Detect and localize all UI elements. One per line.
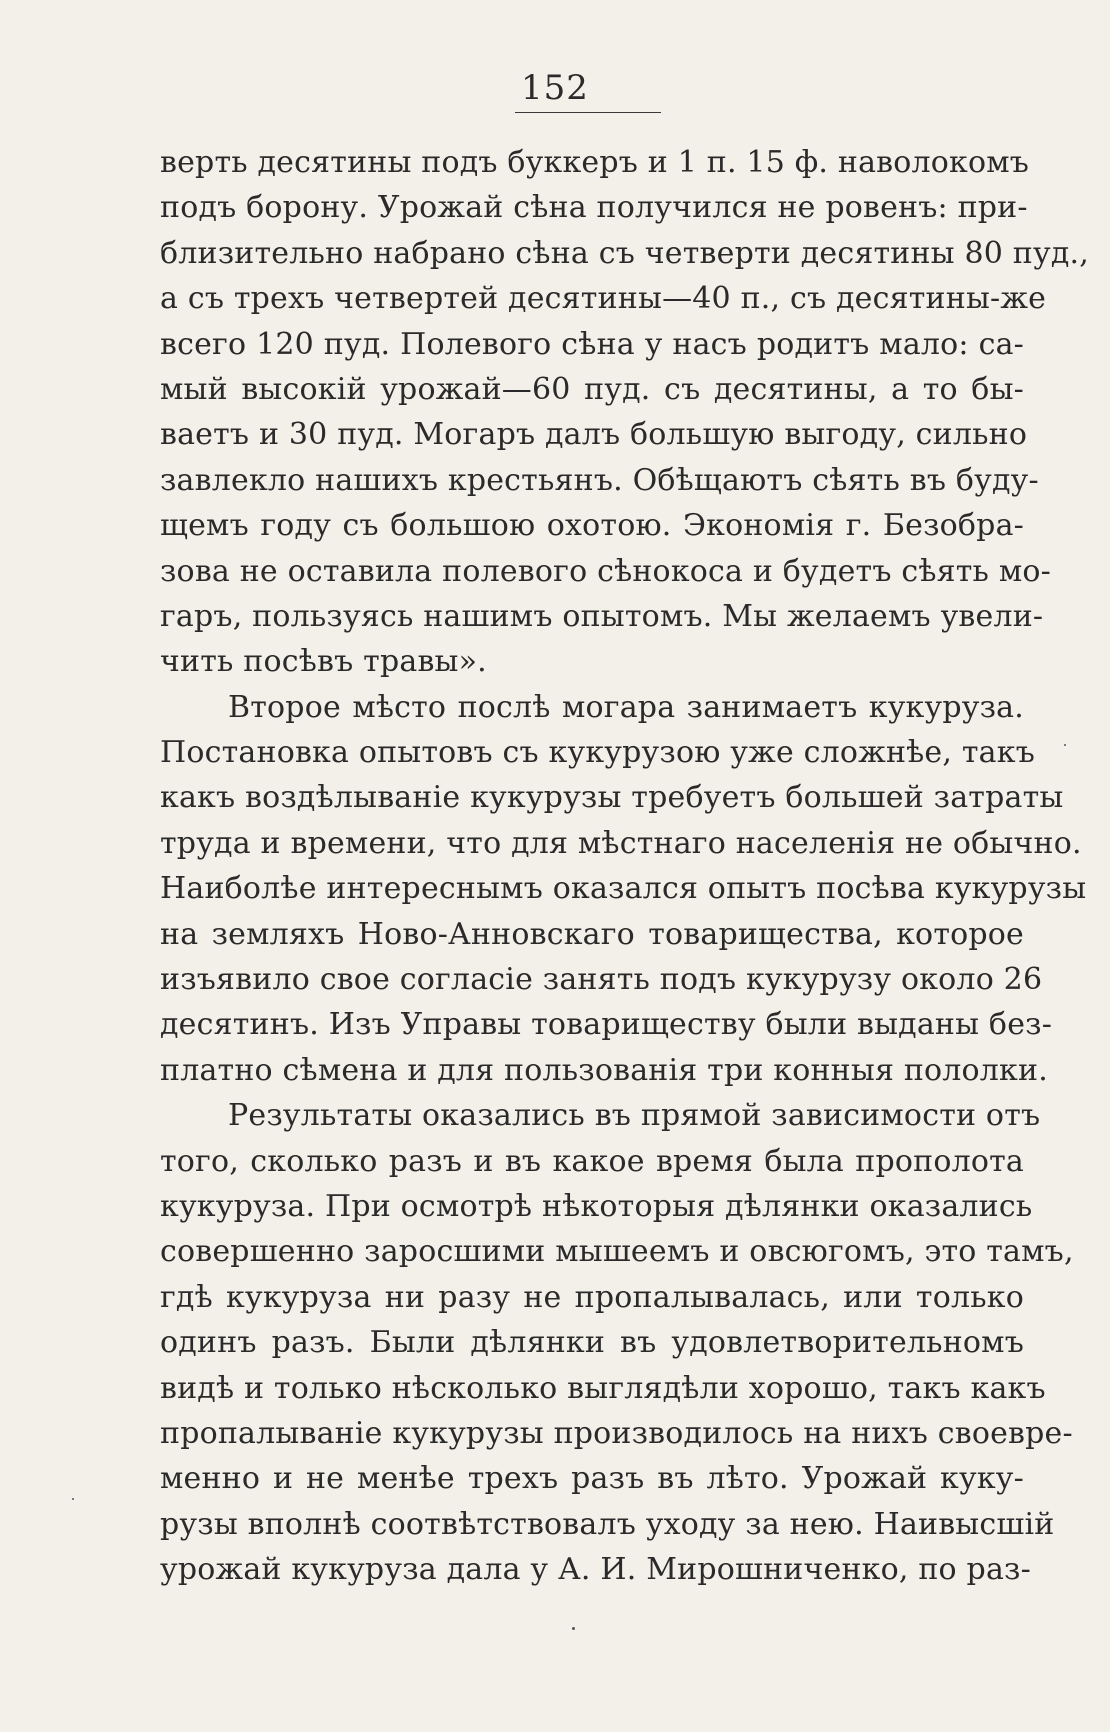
- text-line: гдѣ кукуруза ни разу не пропалывалась, или только: [160, 1279, 1024, 1315]
- text-line: рузы вполнѣ соотвѣтствовалъ уходу за нею. Наивысшій: [160, 1506, 1055, 1542]
- text-line: Результаты оказались въ прямой зависимости отъ: [228, 1098, 1041, 1134]
- text-line: всего 120 пуд. Полевого сѣна у насъ родитъ мало: са-: [160, 326, 1024, 362]
- text-line: чить посѣвъ травы».: [160, 644, 487, 680]
- text-line: менно и не менѣе трехъ разъ въ лѣто. Урожай куку-: [160, 1461, 1024, 1497]
- text-line: подъ борону. Урожай сѣна получился не ровенъ: при-: [160, 190, 1028, 226]
- text-line: зова не оставила полевого сѣнокоса и будетъ сѣять мо-: [160, 553, 1051, 589]
- page-number-rule: [515, 112, 661, 113]
- text-line: а съ трехъ четвертей десятины—40 п., съ десятины-же: [160, 281, 1047, 317]
- text-line: гаръ, пользуясь нашимъ опытомъ. Мы желаемъ увели-: [160, 598, 1044, 634]
- body-text: [160, 140, 1089, 1593]
- text-line: мый высокій урожай—60 пуд. съ десятины, а то бы-: [160, 371, 1024, 407]
- text-line: кукуруза. При осмотрѣ нѣкоторыя дѣлянки оказались: [160, 1188, 1033, 1224]
- paper-speck: [1064, 744, 1066, 746]
- text-line: одинъ разъ. Были дѣлянки въ удовлетворительномъ: [160, 1325, 1024, 1361]
- text-line: близительно набрано сѣна съ четверти десятины 80 пуд.,: [160, 235, 1089, 271]
- text-line: Наиболѣе интереснымъ оказался опытъ посѣва кукурузы: [160, 871, 1087, 907]
- text-line: Второе мѣсто послѣ могара занимаетъ кукуруза.: [228, 689, 1024, 725]
- text-line: видѣ и только нѣсколько выглядѣли хорошо, такъ какъ: [160, 1370, 1046, 1406]
- paper-speck: [572, 1627, 575, 1630]
- text-line: верть десятины подъ буккеръ и 1 п. 15 ф. наволокомъ: [160, 145, 1030, 180]
- text-line: Постановка опытовъ съ кукурузою уже сложнѣе, такъ: [160, 735, 1035, 771]
- text-line: щемъ году съ большою охотою. Экономія г. Безобра-: [160, 508, 1024, 544]
- text-line: десятинъ. Изъ Управы товариществу были выданы без-: [160, 1007, 1053, 1043]
- text-line: пропалываніе кукурузы производилось на нихъ своевре-: [160, 1415, 1073, 1451]
- text-line: какъ воздѣлываніе кукурузы требуетъ большей затраты: [160, 780, 1064, 816]
- text-line: изъявило свое согласіе занять подъ кукурузу около 26: [160, 962, 1043, 998]
- text-line: труда и времени, что для мѣстнаго населенія не обычно.: [160, 825, 1082, 861]
- text-line: на земляхъ Ново-Анновскаго товарищества, которое: [160, 916, 1024, 952]
- text-line: того, сколько разъ и въ какое время была прополота: [160, 1143, 1024, 1179]
- text-line: платно сѣмена и для пользованія три конныя пололки.: [160, 1052, 1048, 1088]
- text-line: завлекло нашихъ крестьянъ. Обѣщаютъ сѣять въ буду-: [160, 462, 1039, 498]
- text-line: ваетъ и 30 пуд. Могаръ далъ большую выгоду, сильно: [160, 417, 1028, 453]
- paper-speck: [72, 1498, 74, 1500]
- text-line: совершенно заросшими мышеемъ и овсюгомъ, это тамъ,: [160, 1234, 1074, 1270]
- text-line: урожай кукуруза дала у А. И. Мирошниченко, по раз-: [160, 1552, 1031, 1588]
- page-number: 152: [521, 68, 589, 108]
